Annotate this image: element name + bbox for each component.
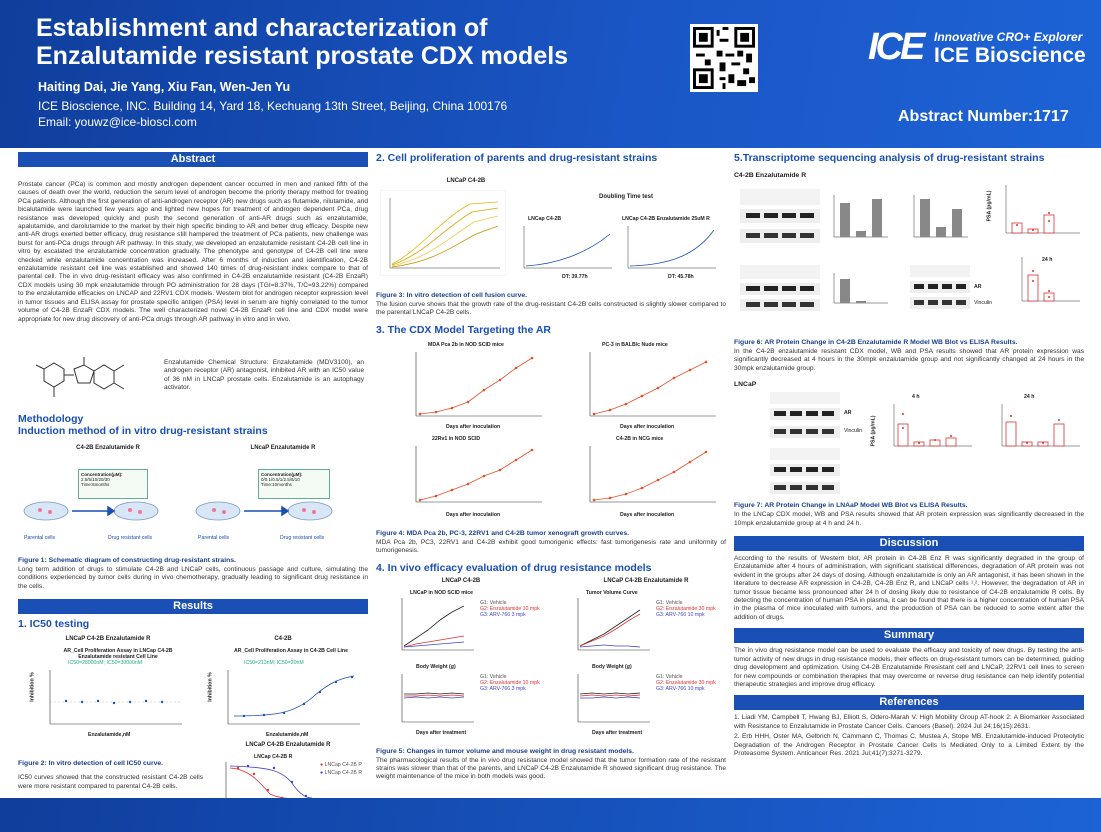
right-conc-label: Concentration(μM):	[261, 472, 303, 477]
summary-heading: Summary	[734, 628, 1084, 643]
methodology-subheading: Induction method of in vitro drug-resistant strains	[18, 425, 268, 437]
wb-vinculin-label-2: Vinculin	[844, 428, 863, 435]
bw-right-xlabel: Days after treatment	[592, 729, 643, 736]
wb-blot-1	[740, 189, 820, 249]
ic50-legend-parent: ● LNCap C4-2B P	[320, 762, 362, 769]
reference-2: 2. Erb HHH, Oster MA, Gelbrich N, Cammann C, Thomas C, Mustea A, Stope MB. Enzalutamide-induced Proteolytic Degradation of the Androgen Receptor in Prostate Cancer Cells Is Mediated Only to a Limited Extent by the Proteasome System. Anticancer Res. 2021 Jul;41(7):3271-3279.	[734, 733, 1084, 757]
psa-chart-4	[992, 402, 1082, 462]
bw-right-legend-g3: G3: ARV-766 10 mpk	[656, 685, 705, 692]
psa-ylabel-3: PSA (pg/mL)	[870, 415, 877, 447]
resistant-label-2: Drug resistant cells	[280, 535, 325, 541]
bw-left-title: Body Weight (g)	[416, 663, 456, 670]
ic50-bottom-chart-title: LNCap C4-2B R	[254, 754, 293, 761]
cdx-panel3-chart	[406, 444, 546, 510]
tv-right-legend-g2: G2: Enzalutamide 30 mpk	[656, 605, 716, 612]
ic50-left-ylabel: Inhibition %	[29, 672, 36, 702]
wb-quant-2	[910, 193, 970, 249]
bw-left-xlabel: Days after treatment	[416, 729, 467, 736]
efficacy-figures	[376, 574, 726, 744]
poster-title: Establishment and characterization of Enzalutamide resistant prostate CDX models	[36, 14, 569, 70]
tv-right-chart	[572, 596, 652, 656]
fig1-text: Long term addition of drugs to stimulate C4-2B and LNCaP cells, continuous passage and culture, simulating the conditions experienced by tumor cells during in vivo chemotherapy, gradually leading to significant drug resistance in the cells.	[18, 566, 368, 590]
fig2-caption: Figure 2: In vitro detection of cell IC50 curve.	[18, 760, 164, 768]
section5-heading: 5.Transcriptome sequencing analysis of drug-resistant strains	[734, 152, 1045, 164]
induction-diagram	[18, 441, 368, 551]
wb-c42b-figures	[734, 179, 1084, 339]
methodology-heading: Methodology	[18, 413, 84, 425]
psa-24h-label: 24 h	[1042, 257, 1053, 263]
column-3	[734, 152, 1084, 758]
bw-left-legend-g1: G1: Vehicle	[480, 673, 507, 680]
efficacy-left-chart-title: LNCaP in NOD SCID mice	[410, 589, 474, 596]
left-conc-values: 2.5/5/10/20/30	[81, 477, 110, 482]
efficacy-right-chart-title: Tumor Volume Curve	[586, 589, 638, 596]
section5-sub2: LNCaP	[734, 381, 757, 389]
wb-blot-3	[910, 265, 970, 313]
section5-sub1: C4-2B Enzalutamide R	[734, 172, 807, 179]
fig4-caption: Figure 4: MDA Pca 2b, PC-3, 22RV1 and C4-2B tumor xenograft growth curves.	[376, 529, 630, 537]
doubling-right-chart	[620, 224, 718, 274]
poster-footer	[0, 798, 1101, 832]
cdx-panel3-title: 22Rv1 in NOD SCID	[432, 435, 481, 442]
summary-body: The in vivo drug resistance model can be used to evaluate the efficacy and toxicity of new drugs. By testing the anti-tumor activity of new drugs in drug resistance models, their effects on drug-resistant tumors can be determined, guiding drug development and optimization. Using C4-2B Enzalutamide Rresistant cell and LNCaP, 22RV1 cell lines to screen for new compounds or combination therapies that may overcome or reverse drug resistance can help identify potential therapeutic strategies and improve drug efficacy.	[734, 647, 1084, 688]
doubling-right-title: LNCap C4-2B Enzalutamide 25uM R	[622, 216, 710, 222]
cdx-panel1-xlabel: Days after inoculation	[446, 423, 501, 430]
section3-heading: 3. The CDX Model Targeting the AR	[376, 323, 552, 336]
proliferation-figures	[376, 164, 726, 280]
fusion-curve-chart	[380, 190, 506, 276]
ic50-bottom-title: LNCaP C4-2B Enzalutamide R	[245, 742, 331, 749]
logo-tagline: Innovative CRO+ Explorer	[934, 30, 1083, 44]
tv-left-legend-g1: G1: Vehicle	[480, 599, 507, 606]
psa-4h-label: 4 h	[912, 394, 920, 401]
doubling-time-title: Doubling Time test	[599, 194, 653, 200]
bw-left-legend	[480, 674, 540, 692]
left-time: Time:6months	[81, 482, 110, 487]
poster-header	[0, 0, 1101, 148]
ic50-right-legend: IC50=213nM; IC50=20nM	[244, 660, 304, 667]
ic50-legend-resistant-label: LNCap C4-2B R	[324, 770, 363, 777]
bw-left-legend-g3: G3: ARV-766 3 mpk	[480, 685, 526, 692]
ic50-figures	[18, 630, 368, 806]
tv-left-legend-g2: G2: Enzalutamide 10 mpk	[480, 605, 540, 612]
section2-heading: 2. Cell proliferation of parents and drug-resistant strains	[376, 152, 658, 164]
bw-right-title: Body Weight (g)	[592, 663, 632, 670]
results-heading: Results	[18, 599, 368, 614]
bw-right-legend-g2: G2: Enzalutamide 30 mpk	[656, 679, 716, 686]
tv-left-legend-g3: G3: ARV-766 3 mpk	[480, 611, 526, 618]
induction-flow-icon	[18, 481, 368, 531]
fig4-text: MDA Pca 2b, PC3, 22RV1 and C4-2B exhibit good tumorigenic effects: fast tumorigenesis rate and uniformity of tumorigenesis.	[376, 538, 726, 555]
qr-code[interactable]	[690, 24, 758, 92]
discussion-heading: Discussion	[734, 536, 1084, 551]
proliferation-title: LNCaP C4-2B	[446, 178, 486, 184]
right-time: Time:10months	[261, 482, 292, 487]
left-conc-label: Concentration(μM):	[81, 472, 123, 477]
dt-left: DT: 39.77h	[562, 274, 588, 280]
dt-right: DT: 45.78h	[668, 274, 694, 280]
bw-right-legend	[656, 674, 716, 692]
cdx-panel1-chart	[406, 350, 546, 424]
ic50-right-title: C4-2B	[274, 636, 292, 643]
ic50-left-title: LNCaP C4-2B Enzalutamide R	[65, 636, 151, 643]
ic50-right-ylabel: Inhibition %	[207, 672, 214, 702]
abstract-number: Abstract Number:1717	[898, 108, 1069, 125]
tv-left-chart	[396, 596, 476, 656]
ic50-left-xlabel: Enzalutamide,nM	[88, 732, 131, 739]
wb-quant-3	[830, 271, 890, 311]
company-logo	[868, 24, 1088, 74]
logo-name: ICE Bioscience	[934, 44, 1086, 67]
ic50-right-chart	[214, 666, 364, 734]
column-1	[18, 152, 368, 806]
cdx-panel2-xlabel: Days after inoculation	[620, 423, 675, 430]
bw-left-legend-g2: G2: Enzalutamide 10 mpk	[480, 679, 540, 686]
ic50-left-legend: IC50=28000nM; IC50=30000nM	[68, 660, 143, 667]
ic50-left-chart	[36, 666, 186, 734]
email: Email: youwz@ice-biosci.com	[38, 115, 197, 129]
fig6-text: In the C4-2B enzalutamide resistant CDX model, WB and PSA results showed that AR protein expression was significantly decreased at 4 hours in the 30mpk enzalutamide group and not significantly changed at 24 hours in the 30mpk enzalutamide group.	[734, 348, 1084, 372]
enzalutamide-structure-icon	[24, 355, 144, 407]
fig3-text: The fusion curve shows that the growth rate of the drug-resistant C4-2B cells constructed is slightly slower compared to the parental LNCaP C4-2B cells.	[376, 301, 726, 317]
section4-heading: 4. In vivo efficacy evaluation of drug resistance models	[376, 561, 652, 574]
tv-left-legend	[480, 600, 540, 618]
fig6-caption: Figure 6: AR Protein Change in C4-2B Enzalutamide R Model WB Blot vs ELISA Results.	[734, 339, 1018, 346]
cdx-panel1-title: MDA Pca 2b in NOD SCID mice	[428, 341, 504, 348]
parental-label-1: Parental cells	[24, 535, 56, 541]
right-conc-values: 0/0.1/0.5/1/2.5/5/10	[261, 477, 300, 482]
logo-mark: ICE	[868, 26, 923, 68]
ic50-heading: 1. IC50 testing	[18, 618, 90, 631]
wb-quant-1	[830, 193, 890, 249]
fig7-text: In the LNCap CDX model, WB and PSA results showed that AR protein expression was significantly decreased in the 10mpk enzalutamide group at 4 h and 24 h.	[734, 511, 1084, 527]
induction-right-title: LNcaP Enzalutamide R	[250, 445, 316, 451]
wb-vinculin-label-1: Vinculin	[974, 300, 993, 306]
fig5-text: The pharmacological results of the in vivo drug resistance model showed that the tumor formation rate of the resistant strains was slower than that of the parents, and LNCaP C4-2B Enzalutamide R showed significant drug resistance. The weight maintenance of the mice in both models was good.	[376, 756, 726, 781]
ic50-right-xlabel: Enzalutamide,nM	[266, 732, 309, 739]
authors: Haiting Dai, Jie Yang, Xiu Fan, Wen-Jen Yu	[38, 80, 291, 94]
ic50-legend-parent-label: LNCap C4-2B P	[324, 762, 362, 769]
ic50-legend-resistant: ● LNCap C4-2B R	[320, 770, 363, 777]
ic50-left-subtitle: AR_Cell Proliferation Assay in LNCap C4-2B Enzalutamide resistant Cell Line	[63, 648, 173, 661]
abstract-body: Prostate cancer (PCa) is common and mostly androgen dependent cancer occurred in men and ranked fifth of the causes of death over the world, reduction the serum level of androgen become the priority therapy method for treating PCa patients. Although the first generation of anti-androgen receptor (AR) new drugs such as flutamide, nilutamide, and bicalutamide were launched few years ago and lighted new hopes for treatment of androgen dependent PCa, drug resistance was developed quickly and push the second generation of anti-AR drugs such as enzalutamide, apalutamide, and darolutamide to the market by their high specific binding to AR and better drug efficacy. Despite new anti-AR drugs exerted better efficacy, drug resistance still hampered the treatment of PCa patients, new challenge was burst for anti-PCa drugs through AR pathway. In this study, we developed an enzalutamide resistant C4-2B cell line in vitro by escalated the enzalutamide concentration gradually. The phenotype and genotype of C4-2B cell line were checked while enzalutamide concentration was increased. After 6 months of induction and identification, C4-2B enzalutamide resistant cell line was established and showed 140 times of drug-resistant index compare to that of parental cell. The in vivo drug-resistant efficacy was also confirmed in C4-2B enzalutamide resistant (C4-2B EnzaR) CDX models using 30 mpk enzalutamide through PO administration for 28 days (TGI=8.37%, T/C=93.22%) compared to the enzalutamide efficacies on LNCAP and 22RV1 CDX models. Western blot for androgen receptor expression level in tumor tissues and ELISA assay for prostate specific antigen (PSA) level in serum are highly correlated to the tumor volume of C4-2B EnzaR CDX models. The well characterized novel C4-2B EnzaR cell line and CDX model were appropriate for new drug discovery of anti-PCa drugs through AR pathway in vitro and in vivo.	[18, 181, 368, 323]
wb-blot-2	[740, 265, 820, 315]
cdx-panel2-title: PC-3 in BALB/c Nude mice	[602, 341, 668, 348]
psa-ylabel-1: PSA (pg/mL)	[986, 190, 993, 222]
column-2	[376, 152, 726, 782]
cdx-panel3-xlabel: Days after inoculation	[446, 511, 501, 518]
affiliation: ICE Bioscience, INC. Building 14, Yard 18, Kechuang 13th Street, Beijing, China 100176	[38, 99, 508, 113]
doubling-left-title: LNCap C4-2B	[528, 216, 562, 222]
cdx-figures	[376, 336, 726, 522]
parental-label-2: Parental cells	[198, 535, 230, 541]
induction-left-title: C4-2B Enzalutamide R	[76, 445, 140, 451]
wb-lncap-figures	[734, 388, 1084, 502]
structure-block	[18, 353, 368, 413]
abstract-heading: Abstract	[18, 152, 368, 167]
psa-chart-1	[992, 183, 1082, 247]
discussion-body: According to the results of Western blot, AR protein in C4-2B Enz R was significantly degraded in the group of Enzalutamide after 4 hours of administration, with significant statistical differences, degradation of AR protein was not evident in the groups after 24 days of dosing. Although enzalutamide is only an AR antagonist, it has been shown in the literature to decrease AR expression in C4-2B, C4-2B Enz R, and LNCaP cells ¹,². However, the degradation of AR in tumor tissue became less pronounced after 24 h of dosing likely due to resistance of C4-2B enzalutamide R cells. By detecting the concentration of human PSA in plasma, it can be found that there is a higher concentration of human PSA in the plasma of mice inoculated with tumors, and the production of PSA can be reduced to some extent after the addition of drugs.	[734, 555, 1084, 621]
fig3-caption: Figure 3: In vitro detection of cell fusion curve.	[376, 292, 528, 299]
cdx-panel4-title: C4-2B in NCG mice	[616, 435, 664, 442]
tv-right-legend	[656, 600, 716, 618]
doubling-left-chart	[516, 224, 614, 274]
fig1-caption: Figure 1: Schematic diagram of constructing drug-resistant strains.	[18, 557, 236, 564]
efficacy-right-title: LNCaP C4-2B Enzalutamide R	[603, 577, 689, 584]
efficacy-left-title: LNCaP C4-2B	[441, 577, 481, 584]
psa-24h-label-2: 24 h	[1024, 394, 1035, 401]
psa-chart-3	[884, 402, 974, 462]
cdx-panel4-chart	[580, 444, 720, 510]
wb-ar-label-2: AR	[844, 410, 852, 417]
psa-chart-2	[1012, 255, 1082, 315]
ic50-right-subtitle: AR_Cell Proliferation Assay in C4-2B Cell Line	[234, 648, 348, 655]
bw-right-legend-g1: G1: Vehicle	[656, 673, 683, 680]
cdx-panel2-chart	[580, 350, 720, 424]
bw-right-chart	[572, 672, 652, 728]
wb-ar-label-1: AR	[974, 284, 982, 290]
cdx-panel4-xlabel: Days after inoculation	[620, 511, 675, 518]
fig5-caption: Figure 5: Changes in tumor volume and mouse weight in drug resistant models.	[376, 747, 634, 755]
tv-right-legend-g3: G3: ARV-766 10 mpk	[656, 611, 705, 618]
resistant-label-1: Drug resistant cells	[108, 535, 153, 541]
tv-right-legend-g1: G1: Vehicle	[656, 599, 683, 606]
wb-blot-4	[770, 392, 840, 442]
structure-text: Enzalutamide Chemical Structure: Enzalutamide (MDV3100), an androgen receptor (AR) antagonist, inhibited AR with an IC50 value of 36 nM in LNCaP prostate cells. Enzalutamide is an autophagy activator.	[164, 359, 364, 392]
qr-code-icon	[693, 27, 755, 89]
fig2-text: IC50 curves showed that the constructed resistant C4-2B cells were more resistant compared to parental C4-2B cells.	[18, 774, 203, 790]
wb-blot-5	[770, 448, 840, 498]
bw-left-chart	[396, 672, 476, 728]
references-heading: References	[734, 695, 1084, 710]
reference-1: 1. Liadi YM, Campbell T, Hwang BJ, Elliott S, Odero-Marah V. High Mobility Group AT-hook 2: A Biomarker Associated with Resistance to Enzalutamide in Prostate Cancer Cells. Cancers (Basel). 2024 Jul 24;16(15):2631.	[734, 714, 1084, 730]
fig7-caption: Figure 7: AR Protein Change in LNAaP Model WB Blot vs ELISA Results.	[734, 502, 968, 510]
